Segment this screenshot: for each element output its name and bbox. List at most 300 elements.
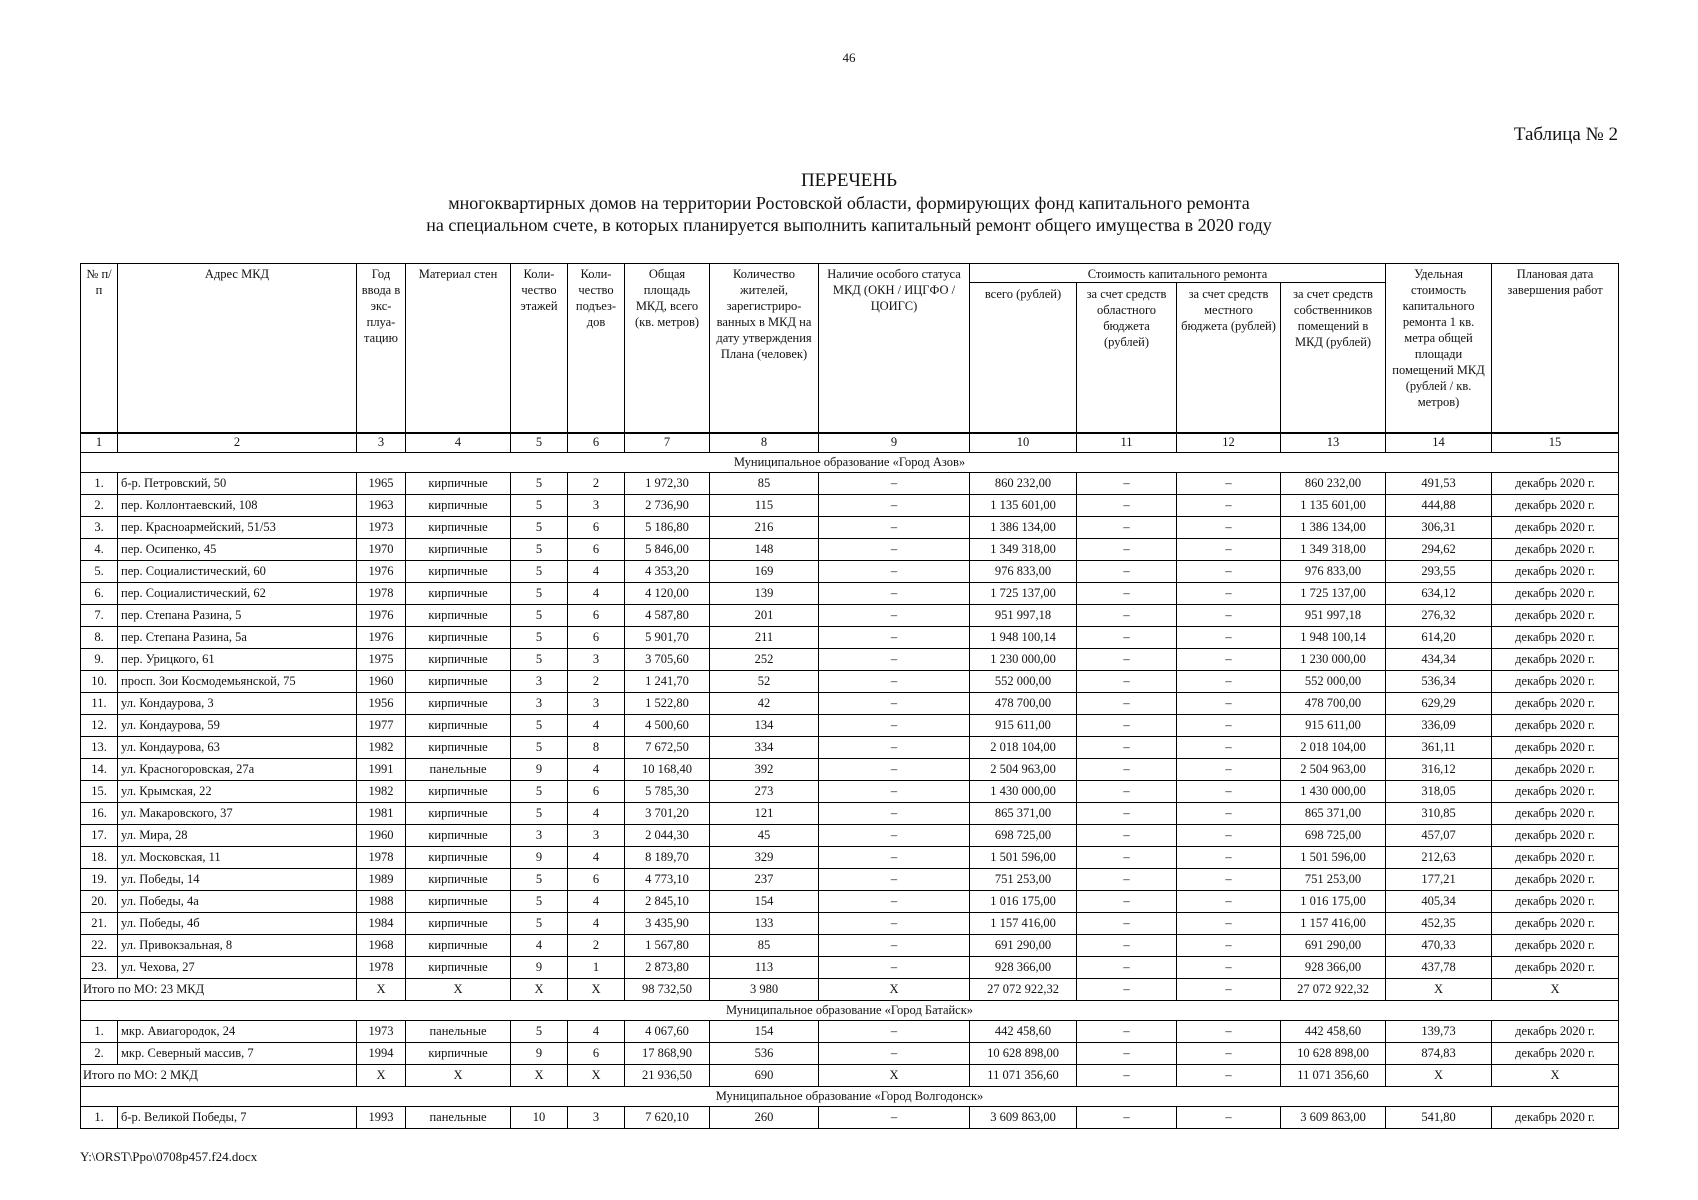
- table-cell: 7 620,10: [625, 1107, 710, 1129]
- table-cell: кирпичные: [406, 957, 511, 979]
- table-cell: декабрь 2020 г.: [1492, 957, 1619, 979]
- total-cell: –: [1077, 979, 1177, 1001]
- table-row: [81, 693, 1619, 715]
- table-row: [81, 517, 1619, 539]
- table-cell: 121: [710, 803, 819, 825]
- table-cell: 3: [568, 649, 625, 671]
- table-cell: 52: [710, 671, 819, 693]
- table-cell: декабрь 2020 г.: [1492, 935, 1619, 957]
- table-row: [81, 495, 1619, 517]
- table-cell: 3: [568, 1107, 625, 1129]
- table-cell: 318,05: [1386, 781, 1492, 803]
- table-cell: кирпичные: [406, 715, 511, 737]
- total-cell: 11 071 356,60: [970, 1065, 1077, 1087]
- table-cell: –: [1077, 913, 1177, 935]
- table-cell: 478 700,00: [970, 693, 1077, 715]
- table-cell: 148: [710, 539, 819, 561]
- table-cell: 6: [568, 517, 625, 539]
- table-cell: 1 135 601,00: [1281, 495, 1386, 517]
- table-row: [81, 561, 1619, 583]
- table-cell: –: [1077, 715, 1177, 737]
- header-number: № п/п: [81, 264, 118, 433]
- table-cell: –: [1077, 759, 1177, 781]
- table-cell: 1.: [81, 1107, 118, 1129]
- table-cell: 4: [568, 913, 625, 935]
- table-cell: 5 186,80: [625, 517, 710, 539]
- table-cell: 85: [710, 935, 819, 957]
- table-cell: кирпичные: [406, 627, 511, 649]
- table-cell: 1 386 134,00: [1281, 517, 1386, 539]
- table-cell: –: [1177, 649, 1281, 671]
- table-cell: декабрь 2020 г.: [1492, 715, 1619, 737]
- table-cell: 2: [568, 473, 625, 495]
- table-cell: –: [819, 825, 970, 847]
- table-cell: 11.: [81, 693, 118, 715]
- table-cell: 293,55: [1386, 561, 1492, 583]
- title-line-1: ПЕРЕЧЕНЬ: [800, 170, 898, 191]
- table-row: [81, 869, 1619, 891]
- table-cell: 634,12: [1386, 583, 1492, 605]
- table-row: [81, 957, 1619, 979]
- table-cell: –: [1077, 935, 1177, 957]
- total-cell: –: [1077, 1065, 1177, 1087]
- section-header-row: [81, 1001, 1619, 1021]
- title-line-2: многоквартирных домов на территории Ростовской области, формирующих фонд капитального ремонта: [448, 193, 1250, 213]
- table-label: Таблица № 2: [1513, 124, 1618, 145]
- table-cell: 23.: [81, 957, 118, 979]
- table-cell: –: [819, 473, 970, 495]
- table-cell: пер. Степана Разина, 5: [118, 605, 357, 627]
- table-cell: –: [819, 1043, 970, 1065]
- table-cell: декабрь 2020 г.: [1492, 539, 1619, 561]
- total-cell: X: [568, 1065, 625, 1087]
- table-cell: кирпичные: [406, 891, 511, 913]
- column-number: 14: [1386, 433, 1492, 453]
- table-cell: –: [1077, 605, 1177, 627]
- total-cell: X: [511, 1065, 568, 1087]
- header-entrances: Коли-чество подъез-дов: [568, 264, 625, 433]
- table-cell: ул. Привокзальная, 8: [118, 935, 357, 957]
- table-cell: 1 016 175,00: [1281, 891, 1386, 913]
- table-cell: 5: [511, 517, 568, 539]
- table-cell: 1970: [357, 539, 406, 561]
- document-title: [0, 170, 1698, 236]
- total-cell: X: [819, 1065, 970, 1087]
- table-cell: 4 773,10: [625, 869, 710, 891]
- table-cell: декабрь 2020 г.: [1492, 473, 1619, 495]
- table-cell: кирпичные: [406, 781, 511, 803]
- table-cell: 5: [511, 891, 568, 913]
- column-number: 8: [710, 433, 819, 453]
- table-cell: –: [819, 693, 970, 715]
- table-cell: 1 501 596,00: [1281, 847, 1386, 869]
- table-cell: 1 948 100,14: [970, 627, 1077, 649]
- table-cell: 437,78: [1386, 957, 1492, 979]
- table-cell: просп. Зои Космодемьянской, 75: [118, 671, 357, 693]
- table-cell: ул. Мира, 28: [118, 825, 357, 847]
- table-cell: 276,32: [1386, 605, 1492, 627]
- table-cell: 10 628 898,00: [970, 1043, 1077, 1065]
- table-cell: 1 349 318,00: [1281, 539, 1386, 561]
- table-cell: 470,33: [1386, 935, 1492, 957]
- table-cell: –: [1077, 495, 1177, 517]
- table-cell: –: [1177, 957, 1281, 979]
- table-cell: 5.: [81, 561, 118, 583]
- table-cell: –: [1077, 869, 1177, 891]
- table-cell: 1975: [357, 649, 406, 671]
- total-cell: X: [357, 1065, 406, 1087]
- table-cell: –: [819, 561, 970, 583]
- table-cell: –: [1177, 935, 1281, 957]
- table-cell: декабрь 2020 г.: [1492, 891, 1619, 913]
- total-cell: X: [1492, 979, 1619, 1001]
- table-cell: –: [1177, 671, 1281, 693]
- table-cell: 1960: [357, 671, 406, 693]
- table-cell: 5: [511, 781, 568, 803]
- table-cell: 536: [710, 1043, 819, 1065]
- table-cell: 334: [710, 737, 819, 759]
- table-cell: –: [819, 891, 970, 913]
- table-cell: 1981: [357, 803, 406, 825]
- table-cell: 5 846,00: [625, 539, 710, 561]
- column-number: 4: [406, 433, 511, 453]
- table-row: [81, 583, 1619, 605]
- header-cost-total: всего (рублей): [970, 283, 1077, 433]
- table-cell: 115: [710, 495, 819, 517]
- table-cell: декабрь 2020 г.: [1492, 913, 1619, 935]
- table-cell: панельные: [406, 1021, 511, 1043]
- table-cell: 1 430 000,00: [970, 781, 1077, 803]
- table-cell: кирпичные: [406, 517, 511, 539]
- table-cell: 5: [511, 627, 568, 649]
- table-cell: панельные: [406, 1107, 511, 1129]
- table-cell: декабрь 2020 г.: [1492, 495, 1619, 517]
- column-number: 2: [118, 433, 357, 453]
- table-cell: кирпичные: [406, 561, 511, 583]
- table-cell: 1984: [357, 913, 406, 935]
- table-cell: пер. Красноармейский, 51/53: [118, 517, 357, 539]
- table-row: [81, 737, 1619, 759]
- section-header-row: [81, 453, 1619, 473]
- total-cell: 21 936,50: [625, 1065, 710, 1087]
- column-number: 9: [819, 433, 970, 453]
- header-cost-local: за счет средств местного бюджета (рублей): [1177, 283, 1281, 433]
- total-cell: –: [1177, 1065, 1281, 1087]
- table-cell: 9.: [81, 649, 118, 671]
- table-cell: 1977: [357, 715, 406, 737]
- total-cell: X: [568, 979, 625, 1001]
- table-cell: 216: [710, 517, 819, 539]
- total-cell: X: [511, 979, 568, 1001]
- table-cell: 17 868,90: [625, 1043, 710, 1065]
- table-cell: 10 168,40: [625, 759, 710, 781]
- table-cell: 1976: [357, 605, 406, 627]
- total-cell: 27 072 922,32: [970, 979, 1077, 1001]
- section-total-row: [81, 979, 1619, 1001]
- table-cell: –: [1177, 473, 1281, 495]
- table-cell: 6: [568, 605, 625, 627]
- table-cell: –: [819, 913, 970, 935]
- table-cell: 1960: [357, 825, 406, 847]
- table-cell: кирпичные: [406, 605, 511, 627]
- total-cell: 3 980: [710, 979, 819, 1001]
- column-number: 6: [568, 433, 625, 453]
- table-cell: 294,62: [1386, 539, 1492, 561]
- section-title: Муниципальное образование «Город Азов»: [81, 453, 1619, 473]
- table-cell: 6: [568, 1043, 625, 1065]
- table-cell: 18.: [81, 847, 118, 869]
- table-cell: 5: [511, 539, 568, 561]
- table-cell: 2: [568, 671, 625, 693]
- table-cell: ул. Кондаурова, 3: [118, 693, 357, 715]
- table-cell: 5: [511, 869, 568, 891]
- table-cell: ул. Крымская, 22: [118, 781, 357, 803]
- table-cell: –: [1177, 715, 1281, 737]
- table-cell: –: [819, 759, 970, 781]
- table-cell: –: [819, 869, 970, 891]
- table-cell: 134: [710, 715, 819, 737]
- table-cell: 552 000,00: [1281, 671, 1386, 693]
- table-cell: 9: [511, 957, 568, 979]
- table-cell: 1.: [81, 1021, 118, 1043]
- table-cell: кирпичные: [406, 693, 511, 715]
- section-title: Муниципальное образование «Город Волгодонск»: [81, 1087, 1619, 1107]
- table-cell: 4: [568, 561, 625, 583]
- table-cell: –: [1177, 693, 1281, 715]
- table-cell: 5: [511, 495, 568, 517]
- table-cell: 860 232,00: [1281, 473, 1386, 495]
- table-cell: 361,11: [1386, 737, 1492, 759]
- table-cell: 3: [568, 825, 625, 847]
- table-cell: 1 349 318,00: [970, 539, 1077, 561]
- table-cell: 336,09: [1386, 715, 1492, 737]
- total-cell: X: [1386, 979, 1492, 1001]
- total-cell: X: [819, 979, 970, 1001]
- table-cell: 1978: [357, 957, 406, 979]
- table-cell: 2 018 104,00: [1281, 737, 1386, 759]
- table-cell: –: [1177, 583, 1281, 605]
- table-row: [81, 825, 1619, 847]
- table-row: [81, 649, 1619, 671]
- table-cell: 10: [511, 1107, 568, 1129]
- table-cell: пер. Социалистический, 60: [118, 561, 357, 583]
- table-cell: 1989: [357, 869, 406, 891]
- header-floors: Коли-чество этажей: [511, 264, 568, 433]
- table-row: [81, 627, 1619, 649]
- table-cell: 7 672,50: [625, 737, 710, 759]
- table-cell: 1 567,80: [625, 935, 710, 957]
- table-row: [81, 539, 1619, 561]
- table-cell: 4: [568, 715, 625, 737]
- table-cell: кирпичные: [406, 737, 511, 759]
- table-cell: 541,80: [1386, 1107, 1492, 1129]
- table-cell: декабрь 2020 г.: [1492, 781, 1619, 803]
- table-cell: ул. Победы, 4а: [118, 891, 357, 913]
- table-cell: ул. Победы, 14: [118, 869, 357, 891]
- table-cell: кирпичные: [406, 803, 511, 825]
- table-cell: 1982: [357, 781, 406, 803]
- table-cell: кирпичные: [406, 825, 511, 847]
- table-cell: –: [1177, 825, 1281, 847]
- table-cell: кирпичные: [406, 935, 511, 957]
- table-cell: декабрь 2020 г.: [1492, 627, 1619, 649]
- table-cell: 1 230 000,00: [970, 649, 1077, 671]
- table-cell: –: [819, 715, 970, 737]
- table-cell: 860 232,00: [970, 473, 1077, 495]
- total-cell: X: [406, 1065, 511, 1087]
- table-cell: 1 157 416,00: [970, 913, 1077, 935]
- table-cell: 22.: [81, 935, 118, 957]
- table-cell: 6: [568, 627, 625, 649]
- table-cell: кирпичные: [406, 649, 511, 671]
- table-cell: 6: [568, 781, 625, 803]
- column-number-row: [81, 433, 1619, 453]
- table-cell: 1976: [357, 627, 406, 649]
- table-cell: декабрь 2020 г.: [1492, 583, 1619, 605]
- table-cell: 1978: [357, 583, 406, 605]
- table-cell: декабрь 2020 г.: [1492, 847, 1619, 869]
- table-cell: 976 833,00: [1281, 561, 1386, 583]
- table-cell: 1965: [357, 473, 406, 495]
- table-cell: 4 067,60: [625, 1021, 710, 1043]
- table-cell: –: [1077, 561, 1177, 583]
- table-cell: 169: [710, 561, 819, 583]
- table-cell: кирпичные: [406, 869, 511, 891]
- table-cell: декабрь 2020 г.: [1492, 649, 1619, 671]
- table-cell: –: [1177, 759, 1281, 781]
- table-cell: 85: [710, 473, 819, 495]
- table-cell: 2.: [81, 1043, 118, 1065]
- table-cell: 3 609 863,00: [1281, 1107, 1386, 1129]
- table-cell: –: [1077, 649, 1177, 671]
- table-cell: –: [1177, 605, 1281, 627]
- table-cell: 5: [511, 473, 568, 495]
- table-cell: 139: [710, 583, 819, 605]
- table-cell: –: [819, 517, 970, 539]
- table-cell: б-р. Петровский, 50: [118, 473, 357, 495]
- table-cell: панельные: [406, 759, 511, 781]
- table-cell: 478 700,00: [1281, 693, 1386, 715]
- table-cell: 2 044,30: [625, 825, 710, 847]
- table-cell: 691 290,00: [1281, 935, 1386, 957]
- table-cell: 8 189,70: [625, 847, 710, 869]
- table-row: [81, 759, 1619, 781]
- table-cell: 434,34: [1386, 649, 1492, 671]
- table-cell: –: [1177, 1107, 1281, 1129]
- table-cell: декабрь 2020 г.: [1492, 825, 1619, 847]
- table-cell: 2 504 963,00: [1281, 759, 1386, 781]
- total-cell: X: [1386, 1065, 1492, 1087]
- table-cell: 316,12: [1386, 759, 1492, 781]
- table-cell: 1956: [357, 693, 406, 715]
- table-row: [81, 1021, 1619, 1043]
- table-cell: 552 000,00: [970, 671, 1077, 693]
- table-cell: –: [1077, 847, 1177, 869]
- table-cell: –: [1077, 891, 1177, 913]
- table-cell: 211: [710, 627, 819, 649]
- table-cell: –: [1077, 693, 1177, 715]
- table-cell: –: [1077, 1021, 1177, 1043]
- header-address: Адрес МКД: [118, 264, 357, 433]
- table-cell: 1 135 601,00: [970, 495, 1077, 517]
- table-cell: –: [1177, 781, 1281, 803]
- table-cell: –: [1077, 1107, 1177, 1129]
- table-cell: 915 611,00: [970, 715, 1077, 737]
- table-cell: ул. Московская, 11: [118, 847, 357, 869]
- column-number: 12: [1177, 433, 1281, 453]
- table-cell: –: [819, 649, 970, 671]
- table-cell: ул. Кондаурова, 63: [118, 737, 357, 759]
- table-cell: декабрь 2020 г.: [1492, 1107, 1619, 1129]
- table-cell: 4 353,20: [625, 561, 710, 583]
- table-cell: –: [819, 803, 970, 825]
- table-cell: –: [1177, 627, 1281, 649]
- table-cell: 1963: [357, 495, 406, 517]
- table-cell: 3 705,60: [625, 649, 710, 671]
- table-body: [81, 433, 1619, 1129]
- table-row: [81, 715, 1619, 737]
- table-cell: 2.: [81, 495, 118, 517]
- table-cell: 1994: [357, 1043, 406, 1065]
- table-cell: 19.: [81, 869, 118, 891]
- table-cell: –: [1077, 825, 1177, 847]
- table-cell: –: [819, 957, 970, 979]
- table-cell: 10 628 898,00: [1281, 1043, 1386, 1065]
- table-cell: 1968: [357, 935, 406, 957]
- header-residents: Количество жителей, зарегистриро-ванных в МКД на дату утверждения Плана (человек): [710, 264, 819, 433]
- table-cell: 8.: [81, 627, 118, 649]
- table-cell: декабрь 2020 г.: [1492, 1021, 1619, 1043]
- table-cell: 2: [568, 935, 625, 957]
- table-cell: –: [1177, 561, 1281, 583]
- table-cell: –: [819, 605, 970, 627]
- table-cell: 698 725,00: [970, 825, 1077, 847]
- column-number: 5: [511, 433, 568, 453]
- table-cell: –: [1177, 869, 1281, 891]
- table-cell: 392: [710, 759, 819, 781]
- table-cell: 1973: [357, 517, 406, 539]
- table-cell: кирпичные: [406, 539, 511, 561]
- total-cell: 98 732,50: [625, 979, 710, 1001]
- column-number: 15: [1492, 433, 1619, 453]
- total-cell: 690: [710, 1065, 819, 1087]
- table-cell: мкр. Авиагородок, 24: [118, 1021, 357, 1043]
- table-cell: 1982: [357, 737, 406, 759]
- table-cell: 405,34: [1386, 891, 1492, 913]
- table-cell: 237: [710, 869, 819, 891]
- table-cell: 751 253,00: [970, 869, 1077, 891]
- table-cell: 444,88: [1386, 495, 1492, 517]
- table-row: [81, 605, 1619, 627]
- table-cell: 310,85: [1386, 803, 1492, 825]
- table-cell: –: [1177, 495, 1281, 517]
- table-cell: 6: [568, 869, 625, 891]
- table-cell: 865 371,00: [1281, 803, 1386, 825]
- table-cell: –: [1177, 1021, 1281, 1043]
- table-cell: пер. Урицкого, 61: [118, 649, 357, 671]
- table-cell: –: [1077, 517, 1177, 539]
- table-cell: –: [819, 781, 970, 803]
- table-cell: 1 972,30: [625, 473, 710, 495]
- table-cell: 928 366,00: [1281, 957, 1386, 979]
- table-cell: 3.: [81, 517, 118, 539]
- table-cell: –: [1077, 583, 1177, 605]
- table-cell: 691 290,00: [970, 935, 1077, 957]
- header-wall-material: Материал стен: [406, 264, 511, 433]
- total-cell: 27 072 922,32: [1281, 979, 1386, 1001]
- table-cell: 5 901,70: [625, 627, 710, 649]
- table-row: [81, 781, 1619, 803]
